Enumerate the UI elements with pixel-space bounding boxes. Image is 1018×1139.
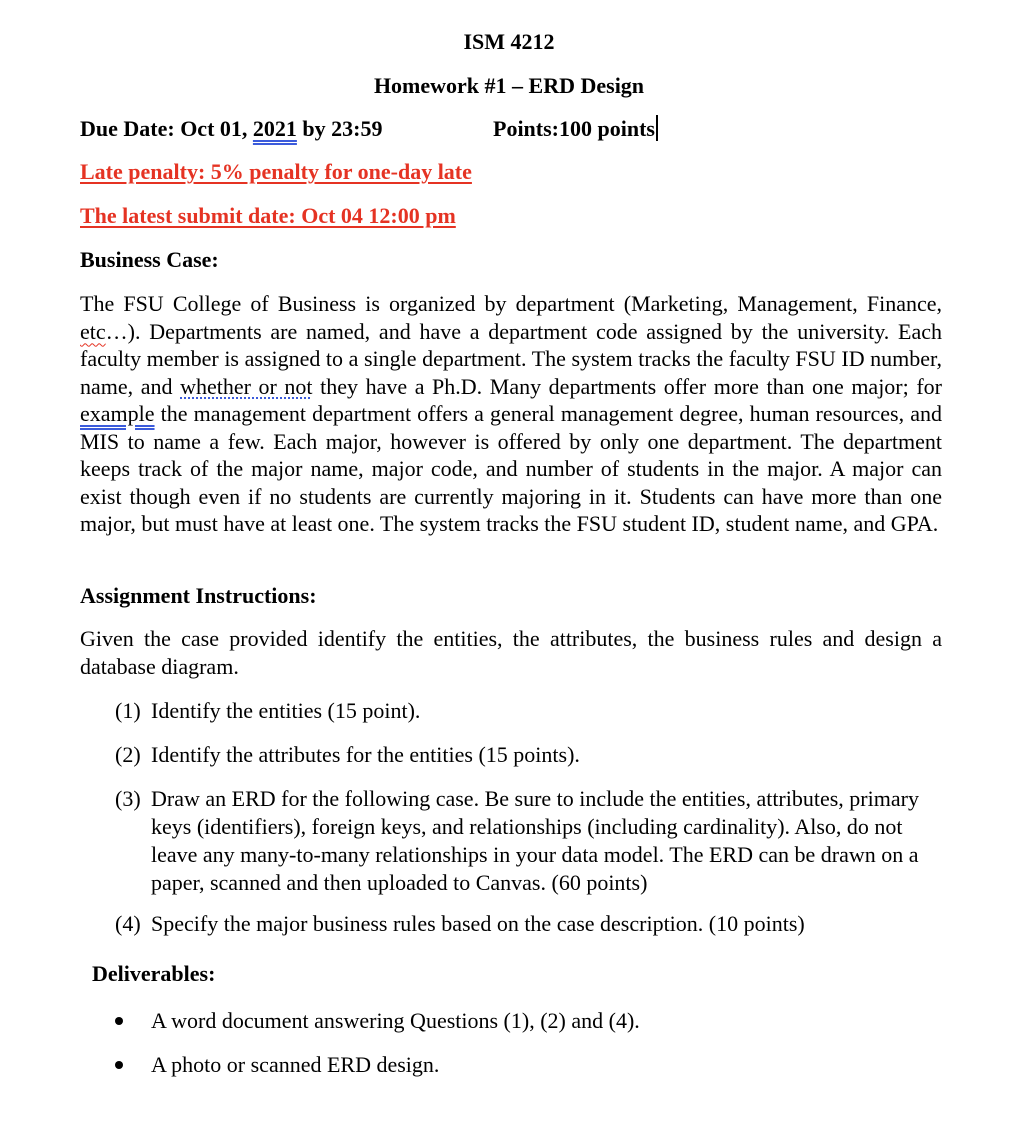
instruction-text: Identify the entities (15 point). [151,698,421,723]
instructions-heading: Assignment Instructions: [80,583,317,608]
deliverable-text: A word document answering Questions (1), (2) and (4). [151,1008,640,1033]
grammar-whether-or-not[interactable]: whether or not [180,373,313,399]
instruction-number: (4) [115,911,141,936]
deliverable-item [110,1051,940,1079]
instruction-text: Identify the attributes for the entities (15 points). [151,742,580,767]
spellcheck-etc[interactable]: etc [80,318,106,344]
course-code: ISM 4212 [463,29,555,54]
due-date-prefix: Due Date: Oct 01, [80,116,253,141]
instruction-item [115,697,945,725]
instructions-intro: Given the case provided identify the entities, the attributes, the business rules and design a database diagram. [80,626,942,679]
due-date-suffix: by 23:59 [296,116,383,141]
due-date-year: 2021 [252,116,297,141]
latest-submit-notice[interactable]: The latest submit date: Oct 04 12:00 pm [80,203,456,228]
business-case-paragraph [80,290,942,538]
business-case-text-3: they have a Ph.D. Many departments offer more than one major; for [312,373,942,399]
bullet-icon [115,1017,123,1025]
instruction-number: (1) [115,698,141,723]
points-text: Points:100 points [493,116,655,141]
instruction-item [115,785,945,897]
points-label [493,115,658,143]
instruction-item [115,741,945,769]
instruction-number: (2) [115,742,141,767]
text-cursor [656,115,658,141]
deliverable-item [110,1007,940,1035]
deliverables-heading: Deliverables: [92,961,216,986]
business-case-text-4: the management department offers a general management degree, human resources, and MIS to name a few. Each major, however is offered by only one department. The department keeps track of the major name, major code, and number of students in the major. A major can exist though even if no students are currently majoring in it. Students can have more than one major, but must have at least one. The system tracks the FSU student ID, student name, and GPA. [80,401,942,536]
bullet-icon [115,1061,123,1069]
business-case-text-1: The FSU College of Business is organized by department (Marketing, Management, Finance, [80,291,942,316]
grammar-example[interactable]: example [80,401,155,426]
business-case-heading: Business Case: [80,247,219,272]
instruction-text: Draw an ERD for the following case. Be sure to include the entities, attributes, primary keys (identifiers), foreign keys, and relationships (including cardinality). Also, do not leave any many-to-many relationships in your data model. The ERD can be drawn on a paper, scanned and then uploaded to Canvas. (60 points) [151,786,919,895]
business-case-text-2: …). Departments are named, and have a department code assigned by the university. Each faculty member is assigned to a single department. The system tracks the faculty FSU ID number, name, and [80,318,942,399]
late-penalty-notice[interactable]: Late penalty: 5% penalty for one-day late [80,159,472,184]
instruction-item [115,910,945,938]
document-title: Homework #1 – ERD Design [373,73,645,98]
deliverable-text: A photo or scanned ERD design. [151,1052,440,1077]
due-date [80,115,382,143]
instruction-text: Specify the major business rules based on the case description. (10 points) [151,911,805,936]
instruction-number: (3) [115,786,141,811]
